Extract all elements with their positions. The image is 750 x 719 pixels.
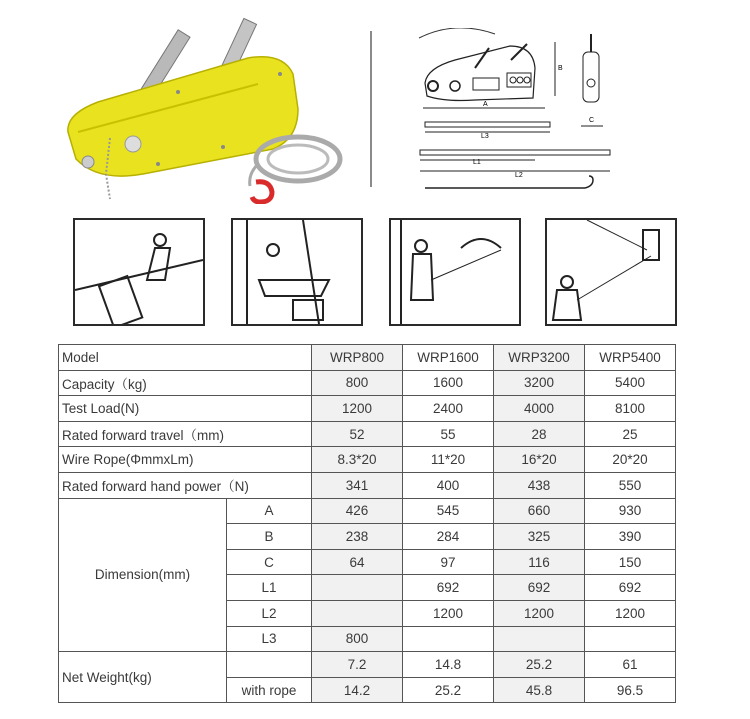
product-photo (58, 14, 348, 204)
cell: 1200 (403, 600, 494, 626)
table-row (59, 498, 676, 524)
cell (312, 600, 403, 626)
cell: 692 (585, 575, 676, 601)
cell: 438 (494, 472, 585, 498)
application-illustration-4 (545, 218, 677, 326)
cell: 4000 (494, 396, 585, 422)
cell: 16*20 (494, 447, 585, 473)
dim-label-l2: L2 (515, 172, 523, 179)
row-label: Wire Rope(ΦmmxLm) (59, 447, 312, 473)
sub-label: with rope (227, 677, 312, 703)
cell: 116 (494, 549, 585, 575)
cell: 52 (312, 421, 403, 447)
technical-drawings (415, 28, 635, 198)
application-illustration-3 (389, 218, 521, 326)
winch-illustration (58, 14, 348, 204)
sub-label: L3 (227, 626, 312, 652)
cell: 150 (585, 549, 676, 575)
cell (494, 626, 585, 652)
row-label: Test Load(N) (59, 396, 312, 422)
cell: 25.2 (494, 652, 585, 678)
cell (585, 626, 676, 652)
application-illustration-1 (73, 218, 205, 326)
cell: 545 (403, 498, 494, 524)
dimension-drawing (415, 28, 635, 198)
cell (312, 575, 403, 601)
cell: 325 (494, 524, 585, 550)
cell: 1200 (494, 600, 585, 626)
cell: 25.2 (403, 677, 494, 703)
cell: 7.2 (312, 652, 403, 678)
sub-label: B (227, 524, 312, 550)
cell: 45.8 (494, 677, 585, 703)
cell: 11*20 (403, 447, 494, 473)
cell: 341 (312, 472, 403, 498)
cell: 1200 (312, 396, 403, 422)
model-label: Model (59, 345, 312, 371)
cell: 238 (312, 524, 403, 550)
cell: 550 (585, 472, 676, 498)
cell: 61 (585, 652, 676, 678)
spec-table (58, 344, 676, 703)
cell (403, 626, 494, 652)
cell: 400 (403, 472, 494, 498)
table-row (59, 447, 676, 473)
cell: 96.5 (585, 677, 676, 703)
cell: 1600 (403, 370, 494, 396)
table-row (59, 396, 676, 422)
cell: 20*20 (585, 447, 676, 473)
cell: 64 (312, 549, 403, 575)
cell: 692 (403, 575, 494, 601)
cell: 2400 (403, 396, 494, 422)
cell: 97 (403, 549, 494, 575)
cell: 800 (312, 370, 403, 396)
dim-label-l3: L3 (481, 133, 489, 140)
cell: 284 (403, 524, 494, 550)
sub-label: L1 (227, 575, 312, 601)
dim-label-c: C (589, 117, 595, 124)
model-header: WRP5400 (585, 345, 676, 371)
cell: 3200 (494, 370, 585, 396)
cell: 8.3*20 (312, 447, 403, 473)
row-label: Rated forward hand power（N) (59, 472, 312, 498)
sub-label: L2 (227, 600, 312, 626)
net-weight-label: Net Weight(kg) (59, 652, 227, 703)
table-header-row (59, 345, 676, 371)
row-label: Rated forward travel（mm) (59, 421, 312, 447)
application-illustration-2 (231, 218, 363, 326)
cell: 660 (494, 498, 585, 524)
cell: 28 (494, 421, 585, 447)
cell: 55 (403, 421, 494, 447)
cell: 692 (494, 575, 585, 601)
cell: 14.8 (403, 652, 494, 678)
dim-label-b: B (558, 65, 563, 72)
cell: 800 (312, 626, 403, 652)
cell: 25 (585, 421, 676, 447)
model-header: WRP800 (312, 345, 403, 371)
cell: 426 (312, 498, 403, 524)
cell: 390 (585, 524, 676, 550)
model-header: WRP1600 (403, 345, 494, 371)
cell: 14.2 (312, 677, 403, 703)
model-header: WRP3200 (494, 345, 585, 371)
dim-label-l1: L1 (473, 159, 481, 166)
cell: 5400 (585, 370, 676, 396)
row-label: Capacity（kg) (59, 370, 312, 396)
sub-label: A (227, 498, 312, 524)
sub-label (227, 652, 312, 678)
sub-label: C (227, 549, 312, 575)
table-row (59, 370, 676, 396)
table-row (59, 421, 676, 447)
table-row (59, 472, 676, 498)
cell: 930 (585, 498, 676, 524)
section-divider (370, 31, 372, 187)
table-row (59, 652, 676, 678)
cell: 1200 (585, 600, 676, 626)
dimension-label: Dimension(mm) (59, 498, 227, 652)
dim-label-a: A (483, 101, 488, 108)
cell: 8100 (585, 396, 676, 422)
